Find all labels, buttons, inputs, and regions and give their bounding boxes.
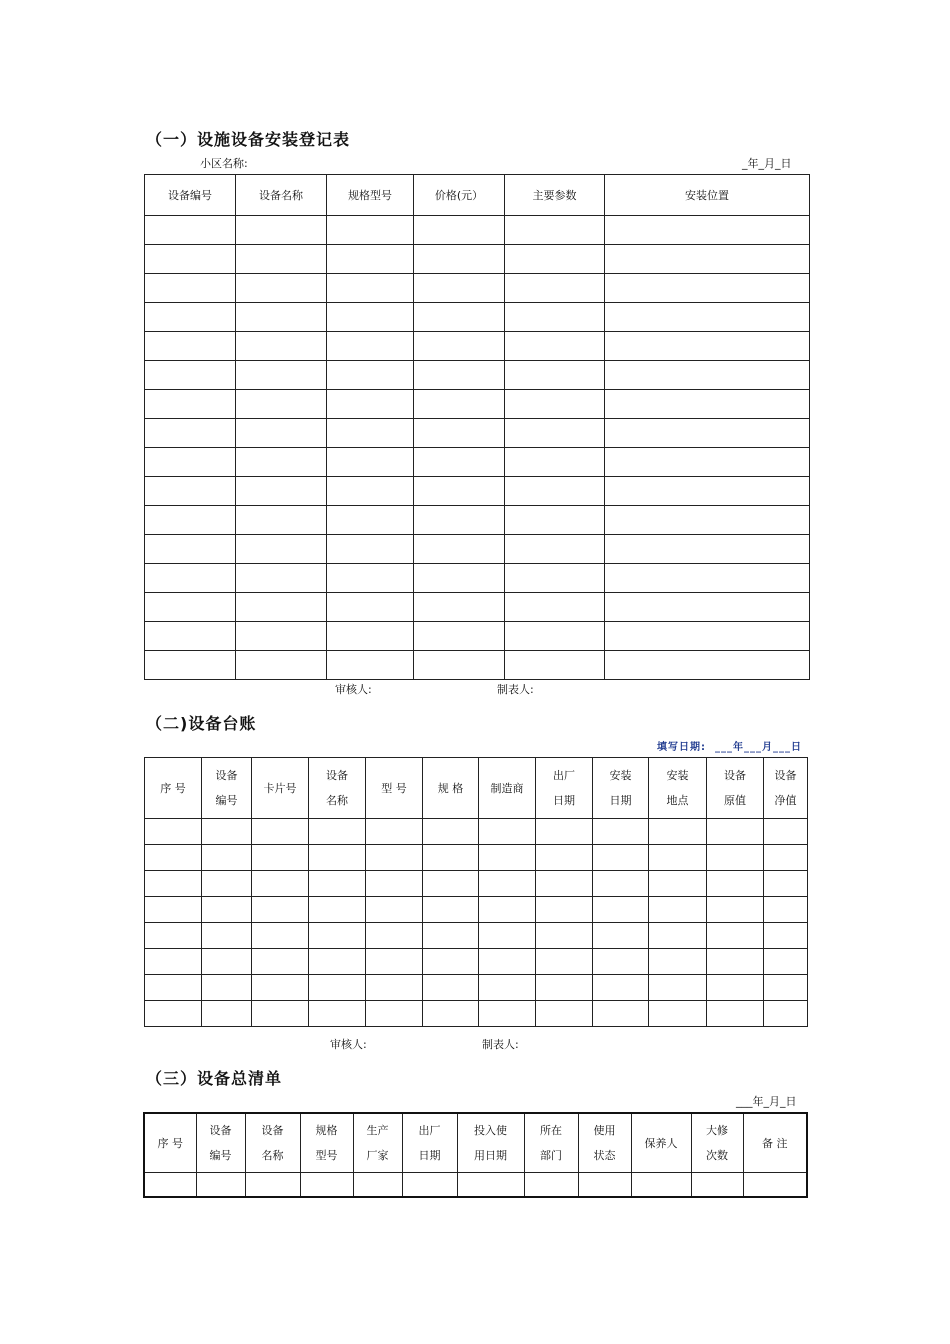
table-cell[interactable] xyxy=(764,845,808,871)
table-cell[interactable] xyxy=(236,216,327,245)
table-cell[interactable] xyxy=(414,506,505,535)
table-cell[interactable] xyxy=(764,819,808,845)
table-cell[interactable] xyxy=(605,506,810,535)
table-cell[interactable] xyxy=(236,593,327,622)
table-cell[interactable] xyxy=(327,274,414,303)
table-row xyxy=(145,448,810,477)
table-cell[interactable] xyxy=(202,819,252,845)
table-cell[interactable] xyxy=(536,897,593,923)
table-cell[interactable] xyxy=(505,506,605,535)
header-cell: 型 号 xyxy=(366,758,423,819)
table-cell[interactable] xyxy=(327,564,414,593)
table-cell[interactable] xyxy=(236,535,327,564)
table-cell[interactable] xyxy=(505,477,605,506)
table-row xyxy=(145,1001,808,1027)
table-row xyxy=(145,506,810,535)
table-cell[interactable] xyxy=(505,390,605,419)
header-cell: 生产 厂家 xyxy=(353,1113,402,1173)
table-cell[interactable] xyxy=(196,1173,245,1198)
table-cell[interactable] xyxy=(252,1001,309,1027)
table-cell[interactable] xyxy=(423,923,479,949)
table-row xyxy=(145,871,808,897)
table-cell[interactable] xyxy=(145,535,236,564)
header-cell: 规格 型号 xyxy=(300,1113,353,1173)
header-cell: 主要参数 xyxy=(505,175,605,216)
table-cell[interactable] xyxy=(707,923,764,949)
header-cell: 规 格 xyxy=(423,758,479,819)
table-cell[interactable] xyxy=(366,897,423,923)
header-cell: 序 号 xyxy=(144,1113,196,1173)
table-cell[interactable] xyxy=(145,303,236,332)
table-cell[interactable] xyxy=(145,622,236,651)
table-cell[interactable] xyxy=(236,274,327,303)
table-cell[interactable] xyxy=(479,871,536,897)
table-cell[interactable] xyxy=(707,897,764,923)
table-cell[interactable] xyxy=(252,897,309,923)
table-row xyxy=(145,897,808,923)
table-cell[interactable] xyxy=(605,390,810,419)
table-cell[interactable] xyxy=(423,949,479,975)
table-cell[interactable] xyxy=(252,975,309,1001)
table-cell[interactable] xyxy=(145,845,202,871)
table-cell[interactable] xyxy=(423,845,479,871)
table-cell[interactable] xyxy=(236,448,327,477)
table-cell[interactable] xyxy=(236,245,327,274)
table-cell[interactable] xyxy=(414,361,505,390)
table-cell[interactable] xyxy=(414,390,505,419)
table-cell[interactable] xyxy=(605,216,810,245)
table-row xyxy=(145,622,810,651)
header-cell: 备 注 xyxy=(743,1113,807,1173)
table-header-row xyxy=(145,175,810,216)
table-cell[interactable] xyxy=(414,622,505,651)
table-cell[interactable] xyxy=(605,245,810,274)
table-cell[interactable] xyxy=(202,845,252,871)
table-cell[interactable] xyxy=(536,871,593,897)
header-cell: 所在 部门 xyxy=(524,1113,578,1173)
header-cell: 设备名称 xyxy=(236,175,327,216)
table-row xyxy=(145,361,810,390)
table-row xyxy=(145,390,810,419)
table-cell[interactable] xyxy=(414,535,505,564)
table-cell[interactable] xyxy=(505,564,605,593)
table-row xyxy=(145,535,810,564)
header-cell: 设备 名称 xyxy=(309,758,366,819)
table-cell[interactable] xyxy=(309,845,366,871)
table-cell[interactable] xyxy=(144,1173,196,1198)
section1-title: （一）设施设备安装登记表 xyxy=(146,130,351,149)
table-cell[interactable] xyxy=(327,477,414,506)
table-cell[interactable] xyxy=(327,448,414,477)
table-cell[interactable] xyxy=(327,361,414,390)
table-cell[interactable] xyxy=(505,361,605,390)
table-row xyxy=(145,845,808,871)
table-cell[interactable] xyxy=(479,1001,536,1027)
table-cell[interactable] xyxy=(236,419,327,448)
table-cell[interactable] xyxy=(707,1001,764,1027)
install-register-table xyxy=(144,174,810,680)
table-cell[interactable] xyxy=(707,949,764,975)
table-cell[interactable] xyxy=(327,390,414,419)
table-cell[interactable] xyxy=(252,923,309,949)
table-cell[interactable] xyxy=(145,871,202,897)
table-cell[interactable] xyxy=(366,845,423,871)
table-cell[interactable] xyxy=(300,1173,353,1198)
table-cell[interactable] xyxy=(764,871,808,897)
table-cell[interactable] xyxy=(236,390,327,419)
table-cell[interactable] xyxy=(691,1173,743,1198)
table-cell[interactable] xyxy=(423,897,479,923)
table-row xyxy=(145,593,810,622)
table-cell[interactable] xyxy=(505,332,605,361)
header-cell: 出厂 日期 xyxy=(402,1113,457,1173)
header-cell: 序 号 xyxy=(145,758,202,819)
table-cell[interactable] xyxy=(578,1173,631,1198)
table-row xyxy=(145,975,808,1001)
table-cell[interactable] xyxy=(649,949,707,975)
table-cell[interactable] xyxy=(423,975,479,1001)
table-header-row xyxy=(145,758,808,819)
table-cell[interactable] xyxy=(505,245,605,274)
table-cell[interactable] xyxy=(505,651,605,680)
table-row xyxy=(145,564,810,593)
table-row xyxy=(145,419,810,448)
equipment-ledger-table xyxy=(144,757,808,1027)
table-cell[interactable] xyxy=(327,506,414,535)
table-cell[interactable] xyxy=(414,245,505,274)
table-row xyxy=(145,274,810,303)
table-cell[interactable] xyxy=(764,1001,808,1027)
table-cell[interactable] xyxy=(414,419,505,448)
table-cell[interactable] xyxy=(605,535,810,564)
table-cell[interactable] xyxy=(505,274,605,303)
table-cell[interactable] xyxy=(605,419,810,448)
equipment-master-list-table xyxy=(143,1112,808,1198)
table-cell[interactable] xyxy=(236,622,327,651)
table-cell[interactable] xyxy=(145,819,202,845)
header-cell: 投入使 用日期 xyxy=(457,1113,524,1173)
table-cell[interactable] xyxy=(145,506,236,535)
table-cell[interactable] xyxy=(402,1173,457,1198)
table-cell[interactable] xyxy=(366,871,423,897)
table-cell[interactable] xyxy=(327,535,414,564)
table-cell[interactable] xyxy=(649,845,707,871)
table-cell[interactable] xyxy=(145,564,236,593)
table-cell[interactable] xyxy=(505,216,605,245)
table-cell[interactable] xyxy=(327,332,414,361)
table-cell[interactable] xyxy=(236,361,327,390)
table-row xyxy=(145,216,810,245)
table-cell[interactable] xyxy=(366,949,423,975)
table-cell[interactable] xyxy=(649,975,707,1001)
table-cell[interactable] xyxy=(366,1001,423,1027)
section2-reviewer-label: 审核人: xyxy=(330,1038,367,1051)
table-cell[interactable] xyxy=(202,1001,252,1027)
table-cell[interactable] xyxy=(505,448,605,477)
table-cell[interactable] xyxy=(593,923,649,949)
table-cell[interactable] xyxy=(145,923,202,949)
section1-date-label: _年_月_日 xyxy=(742,157,792,170)
table-cell[interactable] xyxy=(236,651,327,680)
header-cell: 安装位置 xyxy=(605,175,810,216)
header-cell: 设备 名称 xyxy=(245,1113,300,1173)
table-cell[interactable] xyxy=(327,245,414,274)
table-cell[interactable] xyxy=(764,923,808,949)
table-cell[interactable] xyxy=(414,274,505,303)
table-cell[interactable] xyxy=(145,448,236,477)
table-cell[interactable] xyxy=(505,622,605,651)
table-cell[interactable] xyxy=(605,593,810,622)
table-cell[interactable] xyxy=(309,871,366,897)
table-cell[interactable] xyxy=(145,897,202,923)
table-cell[interactable] xyxy=(414,651,505,680)
table-cell[interactable] xyxy=(252,871,309,897)
table-cell[interactable] xyxy=(245,1173,300,1198)
header-cell: 规格型号 xyxy=(327,175,414,216)
table-cell[interactable] xyxy=(536,819,593,845)
header-cell: 出厂 日期 xyxy=(536,758,593,819)
table-cell[interactable] xyxy=(505,535,605,564)
table-cell[interactable] xyxy=(593,845,649,871)
table-cell[interactable] xyxy=(536,1001,593,1027)
table-cell[interactable] xyxy=(649,1001,707,1027)
table-cell[interactable] xyxy=(202,871,252,897)
table-cell[interactable] xyxy=(145,651,236,680)
table-cell[interactable] xyxy=(236,564,327,593)
table-cell[interactable] xyxy=(202,975,252,1001)
header-cell: 设备 编号 xyxy=(196,1113,245,1173)
table-cell[interactable] xyxy=(764,975,808,1001)
table-cell[interactable] xyxy=(327,622,414,651)
table-row xyxy=(145,923,808,949)
table-row xyxy=(145,332,810,361)
table-cell[interactable] xyxy=(327,419,414,448)
table-cell[interactable] xyxy=(593,871,649,897)
table-cell[interactable] xyxy=(593,819,649,845)
table-cell[interactable] xyxy=(252,819,309,845)
table-cell[interactable] xyxy=(707,975,764,1001)
table-row xyxy=(145,245,810,274)
table-cell[interactable] xyxy=(145,332,236,361)
section2-preparer-label: 制表人: xyxy=(482,1038,519,1051)
table-cell[interactable] xyxy=(414,448,505,477)
fill-date-label: 填写日期: ___年___月___日 xyxy=(657,742,802,753)
table-cell[interactable] xyxy=(145,361,236,390)
table-cell[interactable] xyxy=(236,332,327,361)
table-cell[interactable] xyxy=(236,303,327,332)
table-cell[interactable] xyxy=(479,819,536,845)
section3-title: （三）设备总清单 xyxy=(146,1069,283,1088)
table-cell[interactable] xyxy=(202,923,252,949)
table-row xyxy=(145,303,810,332)
table-cell[interactable] xyxy=(593,897,649,923)
table-cell[interactable] xyxy=(309,1001,366,1027)
table-cell[interactable] xyxy=(145,274,236,303)
table-cell[interactable] xyxy=(605,477,810,506)
table-cell[interactable] xyxy=(536,845,593,871)
table-cell[interactable] xyxy=(536,923,593,949)
table-cell[interactable] xyxy=(479,845,536,871)
table-cell[interactable] xyxy=(145,245,236,274)
table-cell[interactable] xyxy=(309,975,366,1001)
table-cell[interactable] xyxy=(457,1173,524,1198)
table-cell[interactable] xyxy=(252,949,309,975)
table-cell[interactable] xyxy=(649,923,707,949)
table-cell[interactable] xyxy=(649,897,707,923)
table-cell[interactable] xyxy=(593,1001,649,1027)
table-cell[interactable] xyxy=(309,949,366,975)
table-cell[interactable] xyxy=(524,1173,578,1198)
table-cell[interactable] xyxy=(145,1001,202,1027)
header-cell: 设备编号 xyxy=(145,175,236,216)
table-cell[interactable] xyxy=(414,332,505,361)
table-cell[interactable] xyxy=(414,477,505,506)
section2-title: （二)设备台账 xyxy=(146,714,257,733)
table-cell[interactable] xyxy=(145,593,236,622)
table-cell[interactable] xyxy=(145,975,202,1001)
table-cell[interactable] xyxy=(505,303,605,332)
table-cell[interactable] xyxy=(309,897,366,923)
table-cell[interactable] xyxy=(764,949,808,975)
table-cell[interactable] xyxy=(536,975,593,1001)
table-cell[interactable] xyxy=(145,949,202,975)
table-cell[interactable] xyxy=(145,477,236,506)
table-cell[interactable] xyxy=(145,216,236,245)
table-cell[interactable] xyxy=(202,897,252,923)
table-cell[interactable] xyxy=(707,871,764,897)
table-cell[interactable] xyxy=(423,819,479,845)
table-cell[interactable] xyxy=(536,949,593,975)
header-cell: 安装 日期 xyxy=(593,758,649,819)
table-row xyxy=(145,949,808,975)
table-cell[interactable] xyxy=(707,819,764,845)
table-cell[interactable] xyxy=(605,332,810,361)
table-cell[interactable] xyxy=(145,419,236,448)
table-cell[interactable] xyxy=(605,303,810,332)
table-cell[interactable] xyxy=(309,819,366,845)
table-cell[interactable] xyxy=(145,390,236,419)
table-cell[interactable] xyxy=(707,845,764,871)
header-cell: 价格(元） xyxy=(414,175,505,216)
table-cell[interactable] xyxy=(414,593,505,622)
header-cell: 设备 原值 xyxy=(707,758,764,819)
section1-reviewer-label: 审核人: xyxy=(335,683,372,696)
header-cell: 设备 编号 xyxy=(202,758,252,819)
table-cell[interactable] xyxy=(366,975,423,1001)
table-cell[interactable] xyxy=(764,897,808,923)
table-cell[interactable] xyxy=(593,949,649,975)
table-cell[interactable] xyxy=(605,361,810,390)
table-cell[interactable] xyxy=(353,1173,402,1198)
table-cell[interactable] xyxy=(605,651,810,680)
table-cell[interactable] xyxy=(505,593,605,622)
header-cell: 安装 地点 xyxy=(649,758,707,819)
table-cell[interactable] xyxy=(327,303,414,332)
table-cell[interactable] xyxy=(414,564,505,593)
header-cell: 使用 状态 xyxy=(578,1113,631,1173)
table-row xyxy=(145,819,808,845)
table-row xyxy=(145,651,810,680)
header-cell: 保养人 xyxy=(631,1113,691,1173)
table-cell[interactable] xyxy=(327,216,414,245)
table-cell[interactable] xyxy=(649,819,707,845)
table-cell[interactable] xyxy=(423,871,479,897)
table-cell[interactable] xyxy=(743,1173,807,1198)
header-cell: 设备 净值 xyxy=(764,758,808,819)
table-cell[interactable] xyxy=(605,448,810,477)
table-cell[interactable] xyxy=(479,949,536,975)
section1-preparer-label: 制表人: xyxy=(497,683,534,696)
table-cell[interactable] xyxy=(479,975,536,1001)
table-cell[interactable] xyxy=(479,923,536,949)
table-cell[interactable] xyxy=(309,923,366,949)
header-cell: 卡片号 xyxy=(252,758,309,819)
table-row xyxy=(144,1173,807,1198)
table-cell[interactable] xyxy=(605,564,810,593)
community-name-label: 小区名称: xyxy=(200,157,248,170)
table-cell[interactable] xyxy=(605,622,810,651)
table-cell[interactable] xyxy=(414,303,505,332)
table-cell[interactable] xyxy=(505,419,605,448)
table-cell[interactable] xyxy=(327,651,414,680)
table-cell[interactable] xyxy=(366,819,423,845)
header-cell: 大修 次数 xyxy=(691,1113,743,1173)
table-cell[interactable] xyxy=(202,949,252,975)
table-cell[interactable] xyxy=(252,845,309,871)
table-cell[interactable] xyxy=(366,923,423,949)
table-row xyxy=(145,477,810,506)
table-cell[interactable] xyxy=(414,216,505,245)
table-cell[interactable] xyxy=(631,1173,691,1198)
table-cell[interactable] xyxy=(236,506,327,535)
table-cell[interactable] xyxy=(605,274,810,303)
table-cell[interactable] xyxy=(479,897,536,923)
table-cell[interactable] xyxy=(236,477,327,506)
table-cell[interactable] xyxy=(327,593,414,622)
table-cell[interactable] xyxy=(423,1001,479,1027)
table-header-row xyxy=(144,1113,807,1173)
section3-date-label: ___年_月_日 xyxy=(736,1095,797,1108)
header-cell: 制造商 xyxy=(479,758,536,819)
table-cell[interactable] xyxy=(593,975,649,1001)
table-cell[interactable] xyxy=(649,871,707,897)
